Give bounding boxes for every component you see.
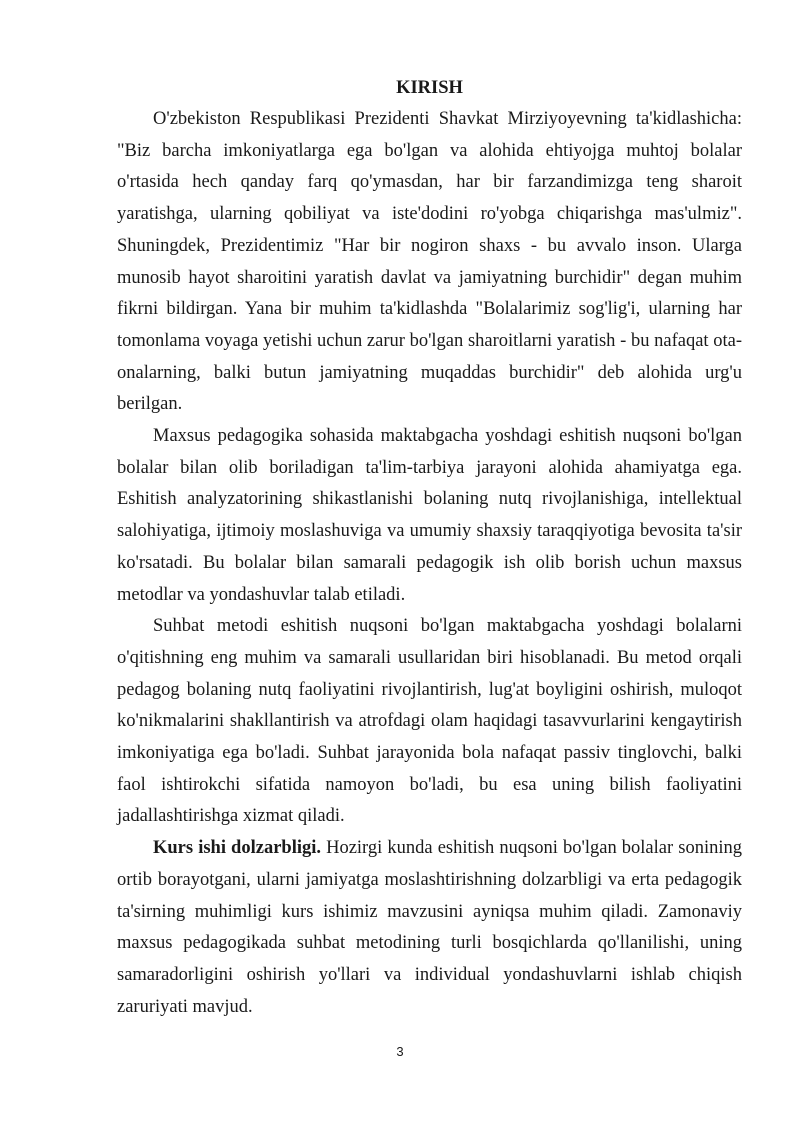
paragraph-text: Hozirgi kunda eshitish nuqsoni bo'lgan bolalar sonining ortib borayotgani, ularni jamiyatga moslashtirishning dolzarbligi va erta pedagogik ta'sirning muhimligi kurs ishimiz mavzusini ayniqsa muhim qiladi. Zamonaviy maxsus pedagogikada suhbat metodining turli bosqichlarda qo'llanilishi, uning samaradorligini oshirish yo'llari va individual yondashuvlarni ishlab chiqish zaruriyati mavjud.	[117, 838, 742, 1017]
page-number: 3	[396, 1044, 404, 1059]
paragraph-relevance	[117, 833, 742, 1023]
paragraph-text: Maxsus pedagogika sohasida maktabgacha yoshdagi eshitish nuqsoni bo'lgan bolalar bilan olib boriladigan ta'lim-tarbiya jarayoni alohida ahamiyatga ega. Eshitish analyzatorining shikastlanishi bolaning nutq rivojlanishiga, intellektual salohiyatiga, ijtimoiy moslashuviga va umumiy shaxsiy taraqqiyotiga bevosita ta'sir ko'rsatadi. Bu bolalar bilan samarali pedagogik ish olib borish uchun maxsus metodlar va yondashuvlar talab etiladi.	[117, 426, 742, 605]
paragraph-lead: Kurs ishi dolzarbligi.	[153, 838, 321, 859]
document-page	[117, 76, 742, 1023]
paragraph-president-quote	[117, 104, 742, 421]
paragraph-special-pedagogy	[117, 421, 742, 611]
paragraph-text: Suhbat metodi eshitish nuqsoni bo'lgan maktabgacha yoshdagi bolalarni o'qitishning eng muhim va samarali usullaridan biri hisoblanadi. Bu metod orqali pedagog bolaning nutq faoliyatini rivojlantirish, lug'at boyligini oshirish, muloqot ko'nikmalarini shakllantirish va atrofdagi olam haqidagi tasavvurlarini kengaytirish imkoniyatiga ega bo'ladi. Suhbat jarayonida bola nafaqat passiv tinglovchi, balki faol ishtirokchi sifatida namoyon bo'ladi, bu esa uning bilish faoliyatini jadallashtirishga xizmat qiladi.	[117, 616, 742, 827]
paragraph-text: O'zbekiston Respublikasi Prezidenti Shavkat Mirziyoyevning ta'kidlashicha: "Biz barcha imkoniyatlarga ega bo'lgan va alohida ehtiyojga muhtoj bolalar o'rtasida hech qanday farq qo'ymasdan, har bir farzandimizga teng sharoit yaratishga, ularning qobiliyat va iste'dodini ro'yobga chiqarishga mas'ulmiz". Shuningdek, Prezidentimiz "Har bir nogiron shaxs - bu avvalo inson. Ularga munosib hayot sharoitini yaratish davlat va jamiyatning burchidir" degan muhim fikrni bildirgan. Yana bir muhim ta'kidlashda "Bolalarimiz sog'lig'i, ularning har tomonlama voyaga yetishi uchun zarur bo'lgan sharoitlarni yaratish - bu nafaqat ota-onalarning, balki butun jamiyatning muqaddas burchidir" deb alohida urg'u berilgan.	[117, 109, 742, 415]
paragraph-conversation-method	[117, 611, 742, 833]
section-title: KIRISH	[396, 78, 463, 98]
